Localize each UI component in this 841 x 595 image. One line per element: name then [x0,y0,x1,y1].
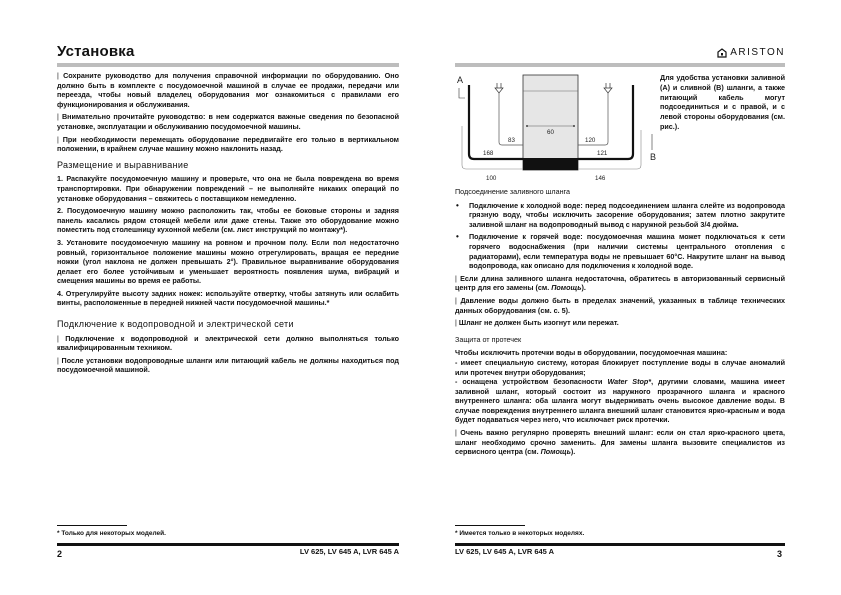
help-reference: Помощь [551,283,582,293]
leak-text: Очень важно регулярно проверять внешний шланг: если он стал ярко-красного цвета, шланг необходимо срочно заменить. Для замены шланга вызовите специалистов из сервисного центра (см. [455,428,785,457]
title-divider [57,63,399,67]
label-b: B [650,152,657,162]
placement-step: 1. Распакуйте посудомоечную машину и проверьте, что она не была повреждена во время транспортировки. При обнаружении повреждений – не выполняйте никаких операций по установке оборудования – свяжитесь с поставщиком немедленно. [57,174,399,203]
left-thick-hose [469,85,523,159]
dishwasher-body [523,75,578,170]
section-heading-inlet: Подсоединение заливного шланга [455,187,570,196]
hose-position-diagram [445,70,665,185]
header-divider [455,63,785,67]
page-number: 2 [57,549,63,559]
model-list: LV 625, LV 645 A, LVR 645 A [455,547,555,556]
note-text: Если длина заливного шланга недостаточна, обратитесь в авторизованный сервисный центр для его замены (см. [455,273,785,293]
hose-side-note: Для удобства установки заливной (A) и сливной (B) шланги, а также питающий кабель могут подсоединиться и с правой, и с левой стороны оборудования (см. рис.). [660,73,785,131]
inlet-bullet-list [455,201,785,271]
footnote: * Только для некоторых моделей. [57,530,166,537]
leak-item [455,377,785,425]
page-number: 3 [777,549,783,559]
leak-check-note [455,428,785,457]
model-list: LV 625, LV 645 A, LVR 645 A [299,547,399,556]
left-column [57,71,399,378]
left-page [0,0,420,595]
list-item: • Подключение к холодной воде: перед подсоединением шланга слейте из водопровода грязную воду, чтобы исключить засорение оборудования; затем плотно закрутите заливной шланг на водопроводный вывод с наружной резьбой 3/4 дюйма. [455,201,785,230]
leak-text: , другими словами, машина имеет заливной шланг, который состоит из наружного прозрачного шланга и красного внутреннего шланга: оба шланга могут выдерживать очень высокое давление воды. В случае повреждения внутреннего шланга внешний шланг становится ярко-красным и вода будет подаваться через него, что исключает риск протечки. [455,377,786,425]
footnote-divider [455,525,525,526]
left-tap-icon [495,83,523,145]
footnote: * Имеется только в некоторых моделях. [455,530,585,537]
dim-right-drain: 146 [595,175,606,182]
placement-step: 2. Посудомоечную машину можно расположить так, чтобы ее боковые стороны и задняя панель касались рядом стоящей мебели или даже стены. Также это оборудование можно поместить под столешницу кухонной мебели (см. лист инструкций по монтажу*). [57,206,399,235]
section-heading-connection: Подключение к водопроводной и электрической сети [57,319,294,330]
page-title: Установка [57,43,135,60]
label-a: A [457,75,464,85]
list-item: • Подключение к горячей воде: посудомоечная машина может подключаться к сети горячего водоснабжения (при наличии системы центрального отопления с радиаторами), если температура воды не превышает 60°C. Накрутите шланг на вывод водопровода, как описано для подключения к холодной воде. [455,232,785,270]
section-heading-placement: Размещение и выравнивание [57,159,189,170]
intro-paragraph: | При необходимости перемещать оборудование передвигайте его только в вертикальном положении, в крайнем случае машину можно наклонить назад. [57,135,399,154]
water-stop-term: Water Stop* [607,377,652,387]
left-outer-line [462,126,523,169]
footnote-divider [57,525,127,526]
section-heading-leak: Защита от протечек [455,334,522,344]
inlet-note [455,274,785,293]
right-thick-hose [578,85,633,159]
dim-left-inlet: 83 [508,137,515,144]
help-reference: Помощь [540,447,571,457]
dim-left-hose: 168 [483,150,494,157]
connection-paragraph: | Подключение к водопроводной и электрической сети должно выполняться только квалифицированным техником. [57,334,399,353]
house-logo-icon [717,48,727,58]
intro-paragraph: | Внимательно прочитайте руководство: в нем содержатся важные сведения по безопасной установке, эксплуатации и обслуживанию посудомоечной машины. [57,112,399,131]
label-a-pointer [459,88,465,98]
placement-step: 4. Отрегулируйте высоту задних ножек: используйте отвертку, чтобы затянуть или ослабить винты, расположенные в передней нижней части посудомоечной машины.* [57,288,399,308]
inlet-note: | Шланг не должен быть изогнут или пережат. [455,318,785,328]
leak-text: ). [570,447,576,457]
right-column [455,183,785,460]
placement-step: 3. Установите посудомоечную машину на ровном и прочном полу. Если пол недостаточно ровный, горизонтальное положение машины можно отрегулировать, вращая ее передние ножки (угол наклона не должен превышать 2°). Правильное выравнивание оборудования делает его более устойчивым и уменьшает вероятность появления шума, вибраций и смещения машины во время ее работы. [57,237,399,286]
brand-logo [717,47,785,58]
leak-text: - оснащена устройством безопасности [455,377,608,387]
dim-width: 60 [547,129,554,136]
dim-right-inlet: 120 [585,137,596,144]
right-outer-line [578,130,641,169]
note-text: ). [581,283,586,293]
brand-name: ARISTON [730,47,785,58]
footer-divider [57,543,399,546]
leak-item: - имеет специальную систему, которая блокирует поступление воды в случае аномалий или протечек внутри оборудования; [455,357,785,377]
dim-right-hose: 121 [597,150,608,157]
dishwasher-base [523,158,578,170]
leak-intro: Чтобы исключить протечки воды в оборудовании, посудомоечная машина: [455,348,728,358]
inlet-note: | Давление воды должно быть в пределах значений, указанных в таблице технических данных оборудования (см. с. 5). [455,296,785,315]
right-tap-icon [578,83,612,145]
connection-paragraph: | После установки водопроводные шланги или питающий кабель не должны находиться под посудомоечной машиной. [57,356,399,375]
dim-left-drain: 100 [486,175,497,182]
footer-divider [455,543,785,546]
intro-paragraph: | Сохраните руководство для получения справочной информации по оборудованию. Оно должно быть в комплекте с посудомоечной машиной в случае ее продажи, передачи или переезда, чтобы новый владелец оборудования мог ознакомиться с правилами его функционирования и обслуживания. [57,71,399,109]
